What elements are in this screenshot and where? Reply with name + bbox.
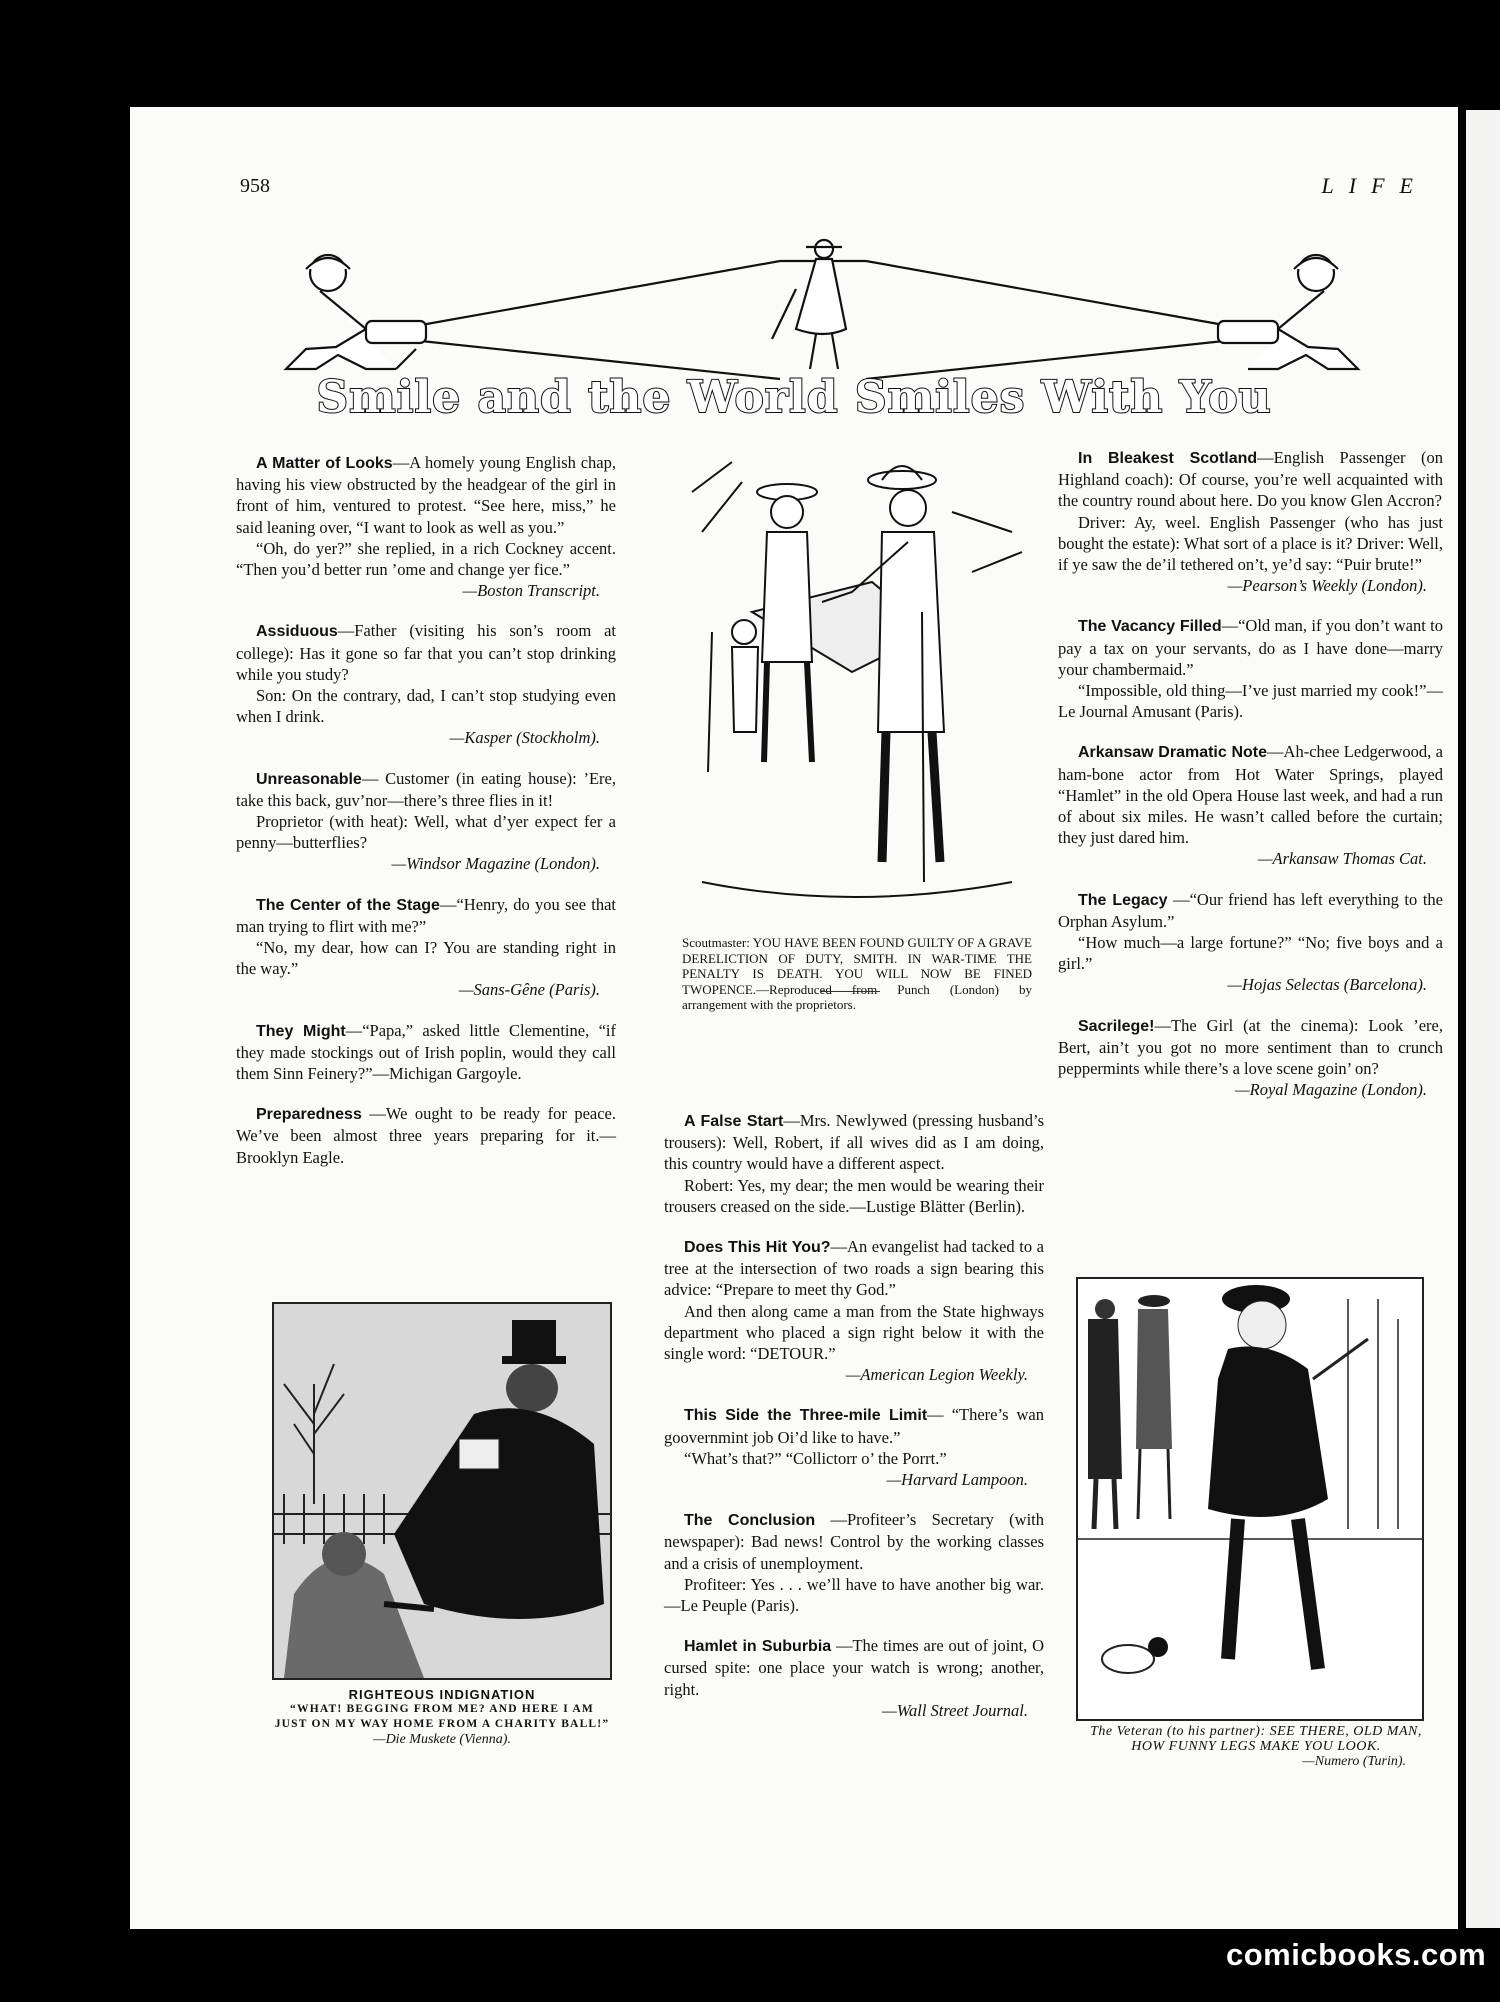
story [664,1404,1044,1490]
scout-caption: Scoutmaster: YOU HAVE BEEN FOUND GUILTY OF A GRAVE DERELICTION OF DUTY, SMITH. IN WAR-TIME THE PENALTY IS DEATH. YOU WILL NOW BE FINED TWOPENCE.—Reproduced from Punch (London) by arrangement with the proprietors. [682,935,1032,1012]
story-source: —Pearson’s Weekly (London). [1227,576,1427,596]
story-body: —“Henry, do you see that man trying to flirt with me?” [236,894,616,936]
story-body: —The Girl (at the cinema): Look ’ere, Bert, ain’t you got no more sentiment than to crunch peppermints while there’s a love scene goin’ on? [1058,1015,1443,1079]
righteous-caption-body: “WHAT! BEGGING FROM ME? AND HERE I AM JUST ON MY WAY HOME FROM A CHARITY BALL!” [274,1703,610,1730]
story-source: —Royal Magazine (London). [1234,1080,1427,1100]
story [236,768,616,875]
story [236,1020,616,1085]
righteous-caption [272,1687,612,1747]
story [1058,615,1443,722]
story-heading: Arkansaw Dramatic Note [1078,744,1268,762]
story-body-2: And then along came a man from the State highways department who placed a sign right below it with the single word: “DETOUR.” [664,1301,1044,1364]
story-heading: The Center of the Stage [256,896,440,914]
story-source: —Sans-Gêne (Paris). [458,980,600,1000]
story-body: —English Passenger (on Highland coach): Of course, you’re well acquainted with the country round about here. Do you know Glen Accron? [1058,448,1443,511]
story [1058,889,1443,996]
divider-rule [820,991,880,992]
story [1058,741,1443,869]
righteous-caption-source: —Die Muskete (Vienna). [373,1732,511,1747]
page-number: 958 [240,175,270,197]
story-body: —Mrs. Newlywed (pressing husband’s trousers): Well, Robert, if all wives did as I am doing, this country would have a different aspect. [664,1111,1044,1174]
story-body: —“Papa,” asked little Clementine, “if they made stockings out of Irish poplin, would they call them Sinn Feinery?”—Michigan Gargoyle. [236,1020,617,1084]
story [664,1509,1044,1616]
story-source: —Boston Transcript. [462,581,600,601]
story-heading: A False Start [684,1113,784,1130]
veteran-illustration [1076,1277,1424,1721]
story-heading: The Conclusion [684,1512,816,1530]
story-body-2: “Impossible, old thing—I’ve just married my cook!”—Le Journal Amusant (Paris). [1058,681,1443,722]
story-body-2: Proprietor (with heat): Well, what d’yer expect fer a penny—butterflies? [236,812,616,853]
story-source: —Harvard Lampoon. [886,1470,1028,1490]
story-heading: Unreasonable [256,770,362,788]
page-title: Smile and the World Smiles With You [316,372,1272,423]
story-heading: The Legacy [1078,891,1168,909]
story-body: —“Our friend has left everything to the Orphan Asylum.” [1058,889,1444,931]
story-body-2: “How much—a large fortune?” “No; five boys and a girl.” [1058,933,1443,974]
story-body-2: “Oh, do yer?” she replied, in a rich Cockney accent. “Then you’d better run ’ome and change yer fice.” [236,538,616,580]
story-body-2: “What’s that?” “Collictorr o’ the Porrt.” [684,1448,947,1468]
story-body-2: Son: On the contrary, dad, I can’t stop studying even when I drink. [236,686,616,727]
column-middle [664,1110,1044,1740]
story-source: —Hojas Selectas (Barcelona). [1227,975,1427,995]
story-body-2: “No, my dear, how can I? You are standing right in the way.” [236,938,616,979]
story [1058,447,1443,596]
story [236,452,616,601]
righteous-indignation-illustration [272,1302,612,1680]
story-heading: Hamlet in Suburbia [684,1638,832,1656]
story [236,620,616,748]
story-body: — Customer (in eating house): ’Ere, take this back, guv’nor—there’s three flies in it! [236,768,616,810]
veteran-caption [1086,1724,1426,1769]
veteran-caption-source: —Numero (Turin). [1302,1754,1406,1769]
story-body: —Ah-chee Ledgerwood, a ham-bone actor from Hot Water Springs, played “Hamlet” in the old Opera House last week, and had a run of about six miles. He wasn’t called before the curtain; they just dared him. [1058,742,1444,848]
veteran-caption-body: The Veteran (to his partner): SEE THERE, OLD MAN, HOW FUNNY LEGS MAKE YOU LOOK. [1090,1724,1422,1754]
banner-illustration [276,229,1368,381]
story [664,1635,1044,1721]
story [236,894,616,1001]
story-body: —Father (visiting his son’s room at college): Has it gone so far that you can’t stop drinking while you study? [236,621,616,684]
story [664,1110,1044,1217]
scoutmaster-illustration [672,452,1032,932]
story-source: —Windsor Magazine (London). [391,854,600,874]
story-heading: They Might [256,1022,346,1040]
story-source: —Kasper (Stockholm). [449,728,600,748]
story [236,1103,616,1168]
story-heading: Does This Hit You? [684,1239,831,1257]
story-body: —The times are out of joint, O cursed spite: one place your watch is wrong; another, right. [664,1636,1044,1699]
story-body: —We ought to be ready for peace. We’ve been almost three years preparing for it.—Brooklyn Eagle. [236,1104,616,1167]
story-heading: In Bleakest Scotland [1078,450,1258,467]
story-heading: Sacrilege! [1078,1017,1155,1035]
running-head: LIFE [1321,173,1428,198]
story-heading: Assiduous [256,623,338,641]
story-body-2: Robert: Yes, my dear; the men would be wearing their trousers creased on the side.—Lustige Blätter (Berlin). [664,1175,1044,1216]
story [1058,1015,1443,1101]
story-heading: This Side the Three-mile Limit [684,1407,928,1425]
story-body: —An evangelist had tacked to a tree at the intersection of two roads a sign bearing this advice: “Prepare to meet thy God.” [664,1237,1044,1300]
story-body-2: Profiteer: Yes . . . we’ll have to have another big war.—Le Peuple (Paris). [664,1574,1044,1616]
column-left [236,452,616,1187]
story-source: —Arkansaw Thomas Cat. [1257,849,1427,869]
column-right [1058,447,1443,1119]
adjacent-page-edge [1466,110,1500,1928]
story-body: —Profiteer’s Secretary (with newspaper): Bad news! Control by the working classes and a crisis of unemployment. [664,1510,1045,1573]
story-body: —“Old man, if you don’t want to pay a tax on your servants, do as I have done—marry your chambermaid.” [1058,616,1444,679]
story [664,1236,1044,1385]
watermark-logo: comicbooks.com [1226,1937,1487,1972]
righteous-caption-title: RIGHTEOUS INDIGNATION [348,1687,536,1702]
story-source: —Wall Street Journal. [882,1700,1028,1720]
story-body: —A homely young English chap, having his view obstructed by the headgear of the girl in front of him, ventured to protest. “See here, miss,” he said leaning over, “I want to look as well as you.” [236,453,616,537]
story-heading: A Matter of Looks [256,455,393,472]
story-heading: The Vacancy Filled [1078,618,1222,636]
story-source: —American Legion Weekly. [845,1365,1028,1385]
story-heading: Preparedness [256,1106,362,1124]
story-body: — “There’s wan goovernmint job Oi’d like to have.” [664,1405,1044,1447]
magazine-page [130,107,1458,1929]
story-body-2: Driver: Ay, weel. English Passenger (who has just bought the estate): What sort of a place is it? Driver: Well, if ye saw the de’il tethered on’t, ye’d say: “Puir brute!” [1058,512,1443,575]
